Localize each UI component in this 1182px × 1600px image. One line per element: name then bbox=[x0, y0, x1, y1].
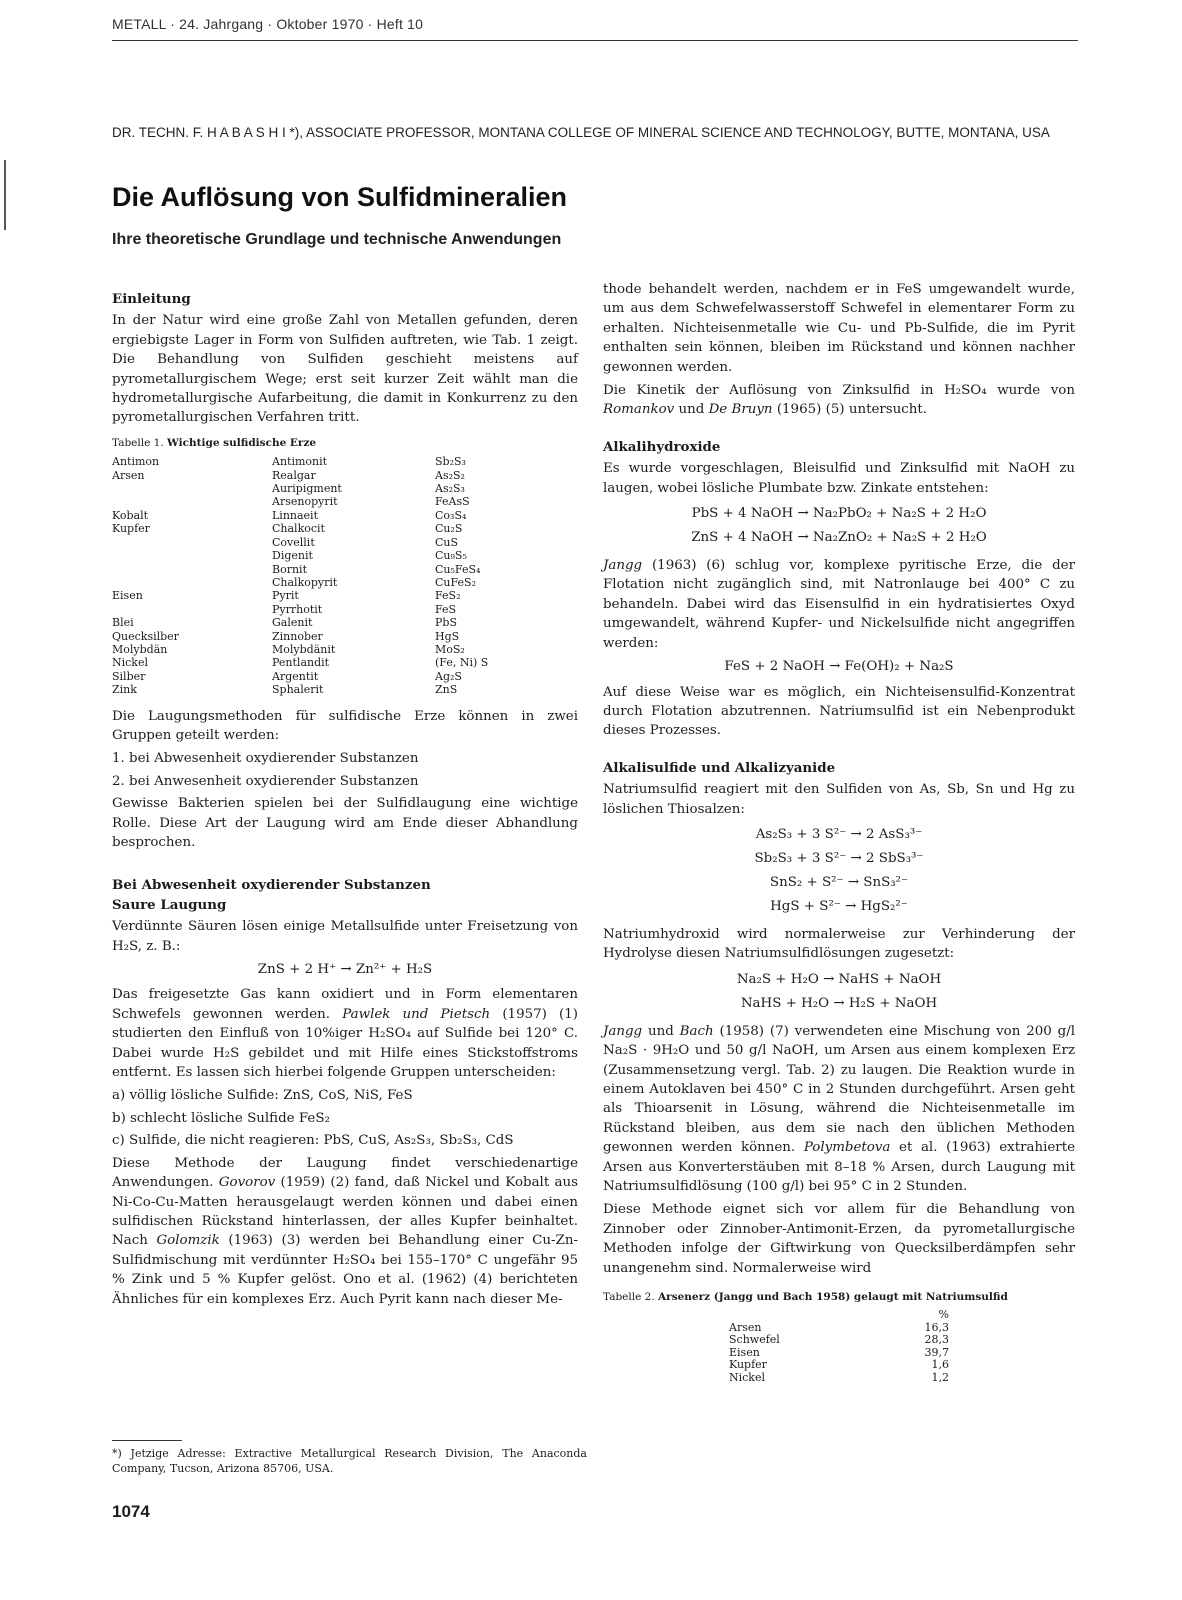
running-head: METALL · 24. Jahrgang · Oktober 1970 · Heft 10 bbox=[112, 16, 424, 32]
ore-formula-cell: PbS bbox=[435, 616, 457, 630]
ore-metal-cell: Blei bbox=[112, 616, 134, 630]
ore-mineral-cell: Galenit bbox=[272, 616, 313, 630]
ore-mineral-cell: Auripigment bbox=[272, 482, 342, 496]
ore-metal-cell: Quecksilber bbox=[112, 629, 179, 643]
equation-nahs: NaHS + H₂O → H₂S + NaOH bbox=[740, 995, 938, 1011]
paragraph-alkali: Es wurde vorgeschlagen, Bleisulfid und Zinksulfid mit NaOH zu laugen, wobei lösliche Plumbate bzw. Zinkate entstehen: bbox=[603, 461, 1075, 496]
ore-metal-cell bbox=[112, 536, 272, 549]
ore-formula-cell: MoS₂ bbox=[435, 642, 465, 656]
table1-caption bbox=[112, 434, 578, 453]
ore-table-row bbox=[112, 522, 555, 535]
arsenic-element-cell: Kupfer bbox=[729, 1358, 767, 1372]
equation-sn: SnS₂ + S²⁻ → SnS₃²⁻ bbox=[769, 874, 909, 890]
arsenic-value-cell: 28,3 bbox=[924, 1333, 949, 1347]
ore-formula-cell: CuFeS₂ bbox=[435, 575, 476, 589]
ore-formula-cell: Sb₂S₃ bbox=[435, 455, 466, 469]
equation-zns-acid: ZnS + 2 H⁺ → Zn²⁺ + H₂S bbox=[257, 962, 433, 978]
ore-formula-cell: CuS bbox=[435, 535, 459, 549]
ore-formula-cell: HgS bbox=[435, 629, 460, 643]
ore-table-row bbox=[112, 656, 555, 669]
author-line: DR. TECHN. F. H A B A S H I *), ASSOCIATE PROFESSOR, MONTANA COLLEGE OF MINERAL SCIENCE AND TECHNOLOGY, BUTTE, MONTANA, USA bbox=[112, 125, 1050, 140]
paragraph-bacteria: Gewisse Bakterien spielen bei der Sulfidlaugung eine wichtige Rolle. Diese Art der Laugung wird am Ende dieser Abhandlung besprochen. bbox=[112, 796, 578, 850]
paragraph-kinetik: Die Kinetik der Auflösung von Zinksulfid in H₂SO₄ wurde von Romankov und De Bruyn (1965) (5) untersucht. bbox=[603, 383, 1075, 418]
ore-formula-cell: FeS bbox=[435, 602, 457, 616]
author-ono: Ono et al. bbox=[343, 1272, 415, 1288]
arsenic-element-cell: Nickel bbox=[729, 1370, 765, 1384]
ore-table-row bbox=[112, 576, 555, 589]
equations-naoh bbox=[603, 502, 1075, 550]
ore-mineral-cell: Chalkocit bbox=[272, 522, 325, 536]
ore-metal-cell: Molybdän bbox=[112, 642, 168, 656]
paragraph-continuation: thode behandelt werden, nachdem er in FeS umgewandelt wurde, um aus dem Schwefelwasserstoff Schwefel in elementarer Form zu erhalten. Nichteisenmetalle wie Cu- und Pb-Sulfide, die im Pyrit enthalten sein können, bleiben im Rückstand und können nachher gewonnen werden. bbox=[603, 282, 1075, 375]
ore-table-row bbox=[112, 482, 555, 495]
ore-formula-cell: As₂S₃ bbox=[435, 482, 465, 496]
right-column bbox=[603, 280, 1075, 1384]
ore-mineral-cell: Pentlandit bbox=[272, 656, 330, 670]
equation-pbs: PbS + 4 NaOH → Na₂PbO₂ + Na₂S + 2 H₂O bbox=[691, 506, 987, 522]
ore-mineral-cell: Chalkopyrit bbox=[272, 575, 338, 589]
page-number: 1074 bbox=[112, 1502, 150, 1521]
ore-table-row bbox=[112, 495, 555, 508]
arsenic-element-cell: Arsen bbox=[729, 1320, 762, 1334]
arsenic-value-cell: 1,6 bbox=[931, 1358, 949, 1372]
ore-metal-cell bbox=[112, 482, 272, 495]
ore-metal-cell bbox=[112, 576, 272, 589]
equation-as: As₂S₃ + 3 S²⁻ → 2 AsS₃³⁻ bbox=[755, 826, 923, 842]
table1-title: Wichtige sulfidische Erze bbox=[167, 436, 317, 449]
scan-edge-mark bbox=[4, 160, 6, 230]
ore-formula-cell: Ag₂S bbox=[435, 669, 462, 683]
paragraph-method-apps: Diese Methode der Laugung findet verschiedenartige Anwendungen. Govorov (1959) (2) fand, daß Nickel und Kobalt aus Ni-Co-Cu-Matten herausgelaugt werden können und dabei einen sulfidischen Rückstand hinterlassen, der alles Kupfer beinhaltet. Nach Golomzik (1963) (3) werden bei Behandlung einer Cu-Zn-Sulfidmischung mit verdünnter H₂SO₄ bei 155–170° C ungefähr 95 % Zink und 5 % Kupfer gelöst. Ono et al. (1962) (4) berichteten Ähnliches für ein komplexes Erz. Auch Pyrit kann nach dieser Me- bbox=[112, 1155, 578, 1307]
arsenic-unit-cell: % bbox=[938, 1308, 949, 1322]
table1-label: Tabelle 1. bbox=[112, 436, 164, 449]
paragraph-zinnober: Diese Methode eignet sich vor allem für die Behandlung von Zinnober oder Zinnober-Antimonit-Erzen, da pyrometallurgische Methoden infolge der Giftwirkung von Quecksilberdämpfen sehr unangenehm sind. Normalerweise wird bbox=[603, 1202, 1075, 1276]
author-romankov: Romankov bbox=[603, 402, 675, 418]
ore-mineral-cell: Argentit bbox=[272, 669, 319, 683]
ore-metal-cell bbox=[112, 495, 272, 508]
ore-mineral-cell: Sphalerit bbox=[272, 683, 324, 697]
footnote: *) Jetzige Adresse: Extractive Metallurgical Research Division, The Anaconda Company, Tucson, Arizona 85706, USA. bbox=[112, 1447, 587, 1475]
ore-formula-cell: FeAsS bbox=[435, 495, 470, 509]
heading-einleitung: Einleitung bbox=[112, 291, 191, 307]
ore-table-row bbox=[112, 683, 555, 696]
ore-metal-cell: Eisen bbox=[112, 589, 143, 603]
ore-mineral-cell: Linnaeit bbox=[272, 508, 318, 522]
footnote-rule bbox=[112, 1440, 182, 1441]
author-govorov: Govorov bbox=[218, 1175, 276, 1191]
equation-fes: FeS + 2 NaOH → Fe(OH)₂ + Na₂S bbox=[724, 659, 954, 675]
arsenic-table-row bbox=[729, 1372, 949, 1385]
ore-table-row bbox=[112, 455, 555, 468]
heading-alkalisulfide: Alkalisulfide und Alkalizyanide bbox=[603, 759, 836, 776]
group-item-b: b) schlecht lösliche Sulfide FeS₂ bbox=[112, 1110, 330, 1126]
equation-zns-naoh: ZnS + 4 NaOH → Na₂ZnO₂ + Na₂S + 2 H₂O bbox=[691, 530, 987, 546]
arsenic-ore-table bbox=[729, 1309, 949, 1384]
ore-metal-cell: Nickel bbox=[112, 656, 148, 670]
ore-formula-cell: Co₃S₄ bbox=[435, 508, 467, 522]
equation-sb: Sb₂S₃ + 3 S²⁻ → 2 SbS₃³⁻ bbox=[754, 850, 924, 866]
arsenic-table-header bbox=[729, 1309, 949, 1322]
heading-saure-laugung: Saure Laugung bbox=[112, 896, 227, 913]
ore-table-row bbox=[112, 670, 555, 683]
author-polymbetova: Polymbetova bbox=[803, 1140, 891, 1156]
paragraph-methods: Die Laugungsmethoden für sulfidische Erze können in zwei Gruppen geteilt werden: bbox=[112, 708, 578, 743]
arsenic-value-cell: 16,3 bbox=[924, 1320, 949, 1334]
author-de-bruyn: De Bruyn bbox=[708, 402, 773, 418]
paragraph-natrium: Natriumsulfid reagiert mit den Sulfiden von As, Sb, Sn und Hg zu löslichen Thiosalzen: bbox=[603, 782, 1075, 817]
paragraph-jangg-bach: Jangg und Bach (1958) (7) verwendeten eine Mischung von 200 g/l Na₂S · 9H₂O und 50 g/l NaOH, um Arsen aus einem komplexen Erz (Zusammensetzung vergl. Tab. 2) zu laugen. Die Reaktion wurde in einem Autoklaven bei 450° C in 2 Stunden durchgeführt. Arsen geht als Thioarsenit in Lösung, während die Nichteisenmetalle im Rückstand bleiben, aus dem sie nach den üblichen Methoden gewonnen werden können. Polymbetova et al. (1963) extrahierte Arsen aus Konverterstäuben mit 8–18 % Arsen, durch Laugung mit Natriumsulfidlösung (100 g/l) bei 95° C in 2 Stunden. bbox=[603, 1023, 1076, 1194]
article-title: Die Auflösung von Sulfidmineralien bbox=[112, 182, 568, 212]
arsenic-value-cell: 1,2 bbox=[931, 1370, 949, 1384]
ore-metal-cell bbox=[112, 563, 272, 576]
method-item-1: 1. bei Abwesenheit oxydierender Substanzen bbox=[112, 751, 419, 767]
ore-mineral-cell: Realgar bbox=[272, 468, 316, 482]
ore-mineral-cell: Zinnober bbox=[272, 629, 323, 643]
ore-metal-cell: Silber bbox=[112, 669, 146, 683]
equation-hg: HgS + S²⁻ → HgS₂²⁻ bbox=[770, 898, 908, 914]
table2-label: Tabelle 2. bbox=[603, 1291, 655, 1304]
ore-table bbox=[112, 455, 555, 696]
table2-caption bbox=[603, 1288, 1075, 1307]
ore-mineral-cell: Pyrrhotit bbox=[272, 602, 323, 616]
group-item-c: c) Sulfide, die nicht reagieren: PbS, CuS, As₂S₃, Sb₂S₃, CdS bbox=[112, 1133, 514, 1149]
ore-mineral-cell: Arsenopyrit bbox=[272, 495, 338, 509]
left-column bbox=[112, 284, 578, 1313]
ore-table-row bbox=[112, 469, 555, 482]
ore-metal-cell: Kupfer bbox=[112, 522, 150, 536]
arsenic-table-row bbox=[729, 1334, 949, 1347]
equation-na2s: Na₂S + H₂O → NaHS + NaOH bbox=[736, 971, 942, 987]
equations-hydrolysis bbox=[603, 968, 1075, 1016]
ore-metal-cell: Zink bbox=[112, 683, 137, 697]
ore-table-row bbox=[112, 630, 555, 643]
arsenic-element-cell: Eisen bbox=[729, 1345, 760, 1359]
ore-table-row bbox=[112, 616, 555, 629]
paragraph-intro: In der Natur wird eine große Zahl von Metallen gefunden, deren ergiebigste Lager in Form von Sulfiden auftreten, wie Tab. 1 zeigt. Die Behandlung von Sulfiden geschieht meistens auf pyrometallurgischem Wege; erst seit kurzer Zeit wählt man die hydrometallurgische Aufarbeitung, die damit in Konkurrenz zu den pyrometallurgischen Verfahren tritt. bbox=[112, 313, 578, 426]
ore-mineral-cell: Molybdänit bbox=[272, 642, 336, 656]
ore-formula-cell: As₂S₂ bbox=[435, 468, 465, 482]
arsenic-value-cell: 39,7 bbox=[924, 1345, 949, 1359]
heading-abwesenheit: Bei Abwesenheit oxydierender Substanzen bbox=[112, 877, 431, 894]
paragraph-weise: Auf diese Weise war es möglich, ein Nichteisensulfid-Konzentrat durch Flotation abzutrennen. Natriumsulfid ist ein Nebenprodukt dieses Prozesses. bbox=[603, 684, 1075, 739]
ore-table-row bbox=[112, 549, 555, 562]
author-golomzik: Golomzik bbox=[156, 1233, 220, 1249]
table2-title: Arsenerz (Jangg und Bach 1958) gelaugt mit Natriumsulfid bbox=[658, 1291, 1008, 1304]
ore-table-row bbox=[112, 536, 555, 549]
ore-formula-cell: ZnS bbox=[435, 683, 458, 697]
ore-table-row bbox=[112, 509, 555, 522]
ore-formula-cell: Cu₅FeS₄ bbox=[435, 562, 481, 576]
header-rule bbox=[112, 40, 1078, 41]
ore-mineral-cell: Antimonit bbox=[272, 455, 328, 469]
ore-formula-cell: FeS₂ bbox=[435, 589, 461, 603]
ore-table-row bbox=[112, 589, 555, 602]
author-bach: Bach bbox=[679, 1023, 714, 1039]
paragraph-gas: Das freigesetzte Gas kann oxidiert und in Form elementaren Schwefels gewonnen werden. Pawlek und Pietsch (1957) (1) studierten den Einfluß von 10%iger H₂SO₄ auf Sulfide bei 120° C. Dabei wurde H₂S gebildet und mit Hilfe eines Stickstoffstroms entfernt. Es lassen sich hierbei folgende Gruppen unterscheiden: bbox=[112, 987, 578, 1081]
ore-formula-cell: (Fe, Ni) S bbox=[435, 656, 489, 670]
equations-thiosalts bbox=[603, 823, 1075, 919]
ore-metal-cell: Antimon bbox=[112, 455, 160, 469]
ore-mineral-cell: Digenit bbox=[272, 549, 313, 563]
author-jangg: Jangg bbox=[603, 558, 643, 574]
author-jangg-2: Jangg bbox=[603, 1023, 643, 1039]
article-subtitle: Ihre theoretische Grundlage und technische Anwendungen bbox=[112, 231, 562, 248]
ore-table-row bbox=[112, 643, 555, 656]
paragraph-hydroxid: Natriumhydroxid wird normalerweise zur Verhinderung der Hydrolyse diesen Natriumsulfidlösungen zugesetzt: bbox=[603, 926, 1075, 962]
ore-table-row bbox=[112, 603, 555, 616]
author-pawlek-pietsch: Pawlek und Pietsch bbox=[342, 1006, 491, 1022]
paragraph-saure: Verdünnte Säuren lösen einige Metallsulfide unter Freisetzung von H₂S, z. B.: bbox=[112, 919, 578, 954]
heading-alkalihydroxide: Alkalihydroxide bbox=[603, 438, 721, 455]
ore-table-row bbox=[112, 563, 555, 576]
paragraph-jangg: Jangg (1963) (6) schlug vor, komplexe pyritische Erze, die der Flotation nicht zugänglich sind, mit Natronlauge bei 400° C zu behandeln. Dabei wird das Eisensulfid in ein hydratisiertes Oxyd umgewandelt, während Kupfer- und Nickelsulfide nicht angegriffen werden: bbox=[603, 558, 1075, 651]
method-item-2: 2. bei Anwesenheit oxydierender Substanzen bbox=[112, 773, 419, 789]
ore-metal-cell: Kobalt bbox=[112, 508, 149, 522]
ore-metal-cell bbox=[112, 603, 272, 616]
arsenic-element-cell: Schwefel bbox=[729, 1333, 780, 1347]
ore-mineral-cell: Bornit bbox=[272, 562, 307, 576]
group-item-a: a) völlig lösliche Sulfide: ZnS, CoS, NiS, FeS bbox=[112, 1088, 413, 1104]
ore-formula-cell: Cu₉S₅ bbox=[435, 549, 467, 563]
ore-mineral-cell: Covellit bbox=[272, 535, 315, 549]
ore-metal-cell bbox=[112, 549, 272, 562]
ore-formula-cell: Cu₂S bbox=[435, 522, 463, 536]
ore-metal-cell: Arsen bbox=[112, 468, 145, 482]
ore-mineral-cell: Pyrit bbox=[272, 589, 299, 603]
